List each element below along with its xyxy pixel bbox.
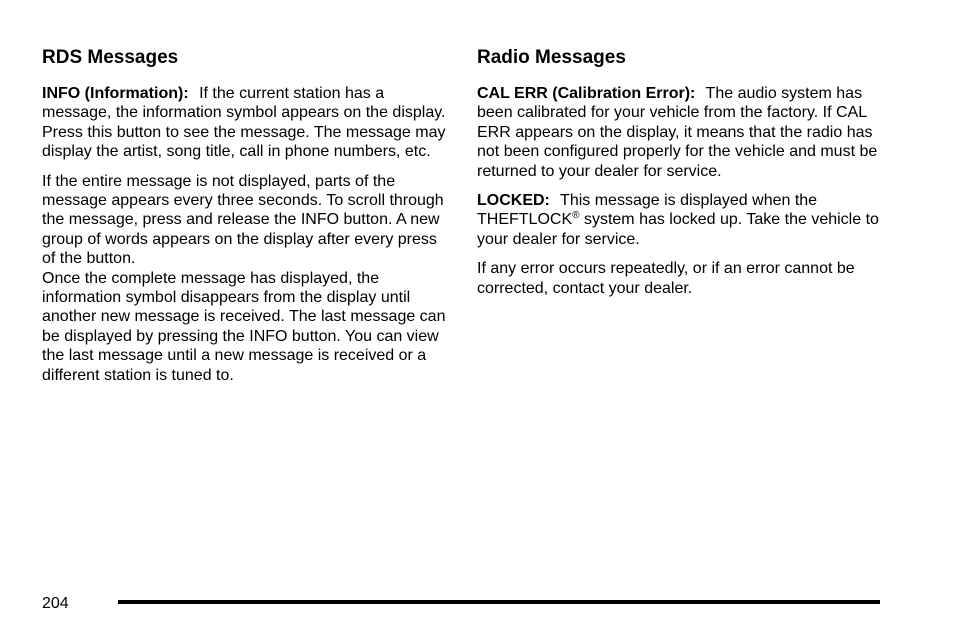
info-term: INFO (Information): bbox=[42, 85, 189, 102]
left-column bbox=[42, 45, 446, 395]
rds-messages-heading: RDS Messages bbox=[42, 47, 179, 68]
locked-text-a: This message is displayed when the THEFTLOCK bbox=[477, 192, 818, 229]
radio-messages-heading: Radio Messages bbox=[477, 47, 626, 68]
info-paragraph bbox=[42, 84, 446, 162]
cal-err-text: The audio system has been calibrated for your vehicle from the factory. If CAL ERR appears on the display, it means that the radio has not been configured properly for the vehicle and must be returned to your dealer for service. bbox=[477, 85, 878, 180]
registered-mark: ® bbox=[572, 210, 580, 222]
cal-err-term: CAL ERR (Calibration Error): bbox=[477, 85, 696, 102]
right-column bbox=[477, 45, 887, 308]
error-paragraph: If any error occurs repeatedly, or if an error cannot be corrected, contact your dealer. bbox=[477, 260, 855, 297]
last-message-paragraph: Once the complete message has displayed, the information symbol disappears from the display until another new message is received. The last message can be displayed by pressing the INFO button. You can view the last message until a new message is received or a different station is tuned to. bbox=[42, 269, 446, 384]
cal-err-paragraph bbox=[477, 84, 887, 181]
partial-message-paragraph: If the entire message is not displayed, parts of the message appears every three seconds. To scroll through the message, press and release the INFO button. A new group of words appears on the display after every press of the button. bbox=[42, 172, 444, 268]
locked-text-b: system has locked up. Take the vehicle to your dealer for service. bbox=[477, 211, 879, 248]
page-number: 204 bbox=[42, 595, 69, 612]
locked-term: LOCKED: bbox=[477, 192, 550, 210]
footer-rule bbox=[118, 600, 880, 604]
info-text: If the current station has a message, the information symbol appears on the display. Press this button to see the message. The message may display the artist, song title, call in phone numbers, etc. bbox=[42, 85, 446, 161]
locked-paragraph bbox=[477, 191, 887, 249]
